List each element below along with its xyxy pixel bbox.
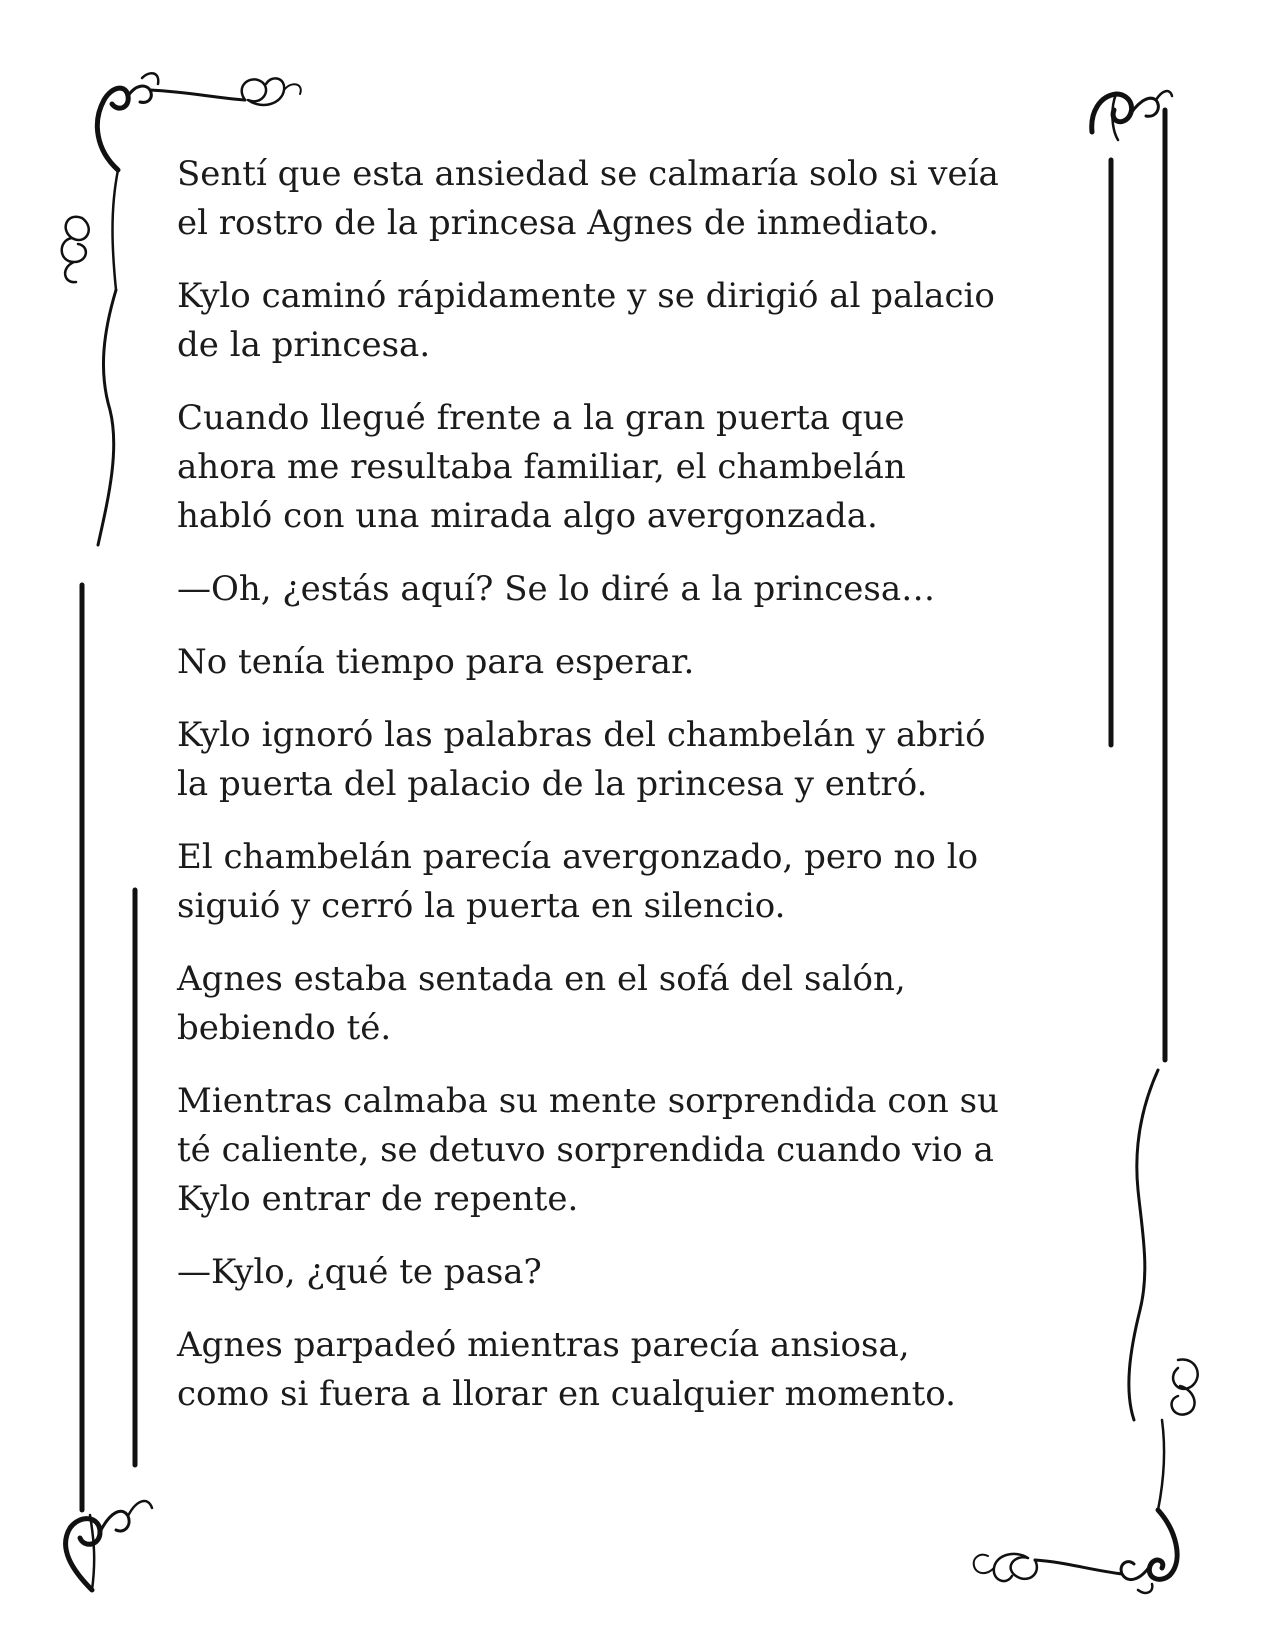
paragraph: —Oh, ¿estás aquí? Se lo diré a la princesa… bbox=[177, 569, 936, 609]
top-right-flourish-icon bbox=[1092, 91, 1172, 140]
paragraph: El chambelán parecía avergonzado, pero no lo siguió y cerró la puerta en silencio. bbox=[177, 837, 979, 926]
paragraph: Kylo ignoró las palabras del chambelán y abrió la puerta del palacio de la princesa y entró. bbox=[177, 715, 986, 804]
paragraph: Agnes parpadeó mientras parecía ansiosa, como si fuera a llorar en cualquier momento. bbox=[177, 1325, 956, 1414]
paragraph: Kylo caminó rápidamente y se dirigió al palacio de la princesa. bbox=[177, 276, 995, 365]
paragraph: Agnes estaba sentada en el sofá del salón, bebiendo té. bbox=[177, 959, 906, 1048]
story-text bbox=[177, 150, 1107, 1443]
paragraph: Mientras calmaba su mente sorprendida con su té caliente, se detuvo sorprendida cuando vio a Kylo entrar de repente. bbox=[177, 1081, 999, 1219]
paragraph: No tenía tiempo para esperar. bbox=[177, 642, 695, 682]
paragraph: —Kylo, ¿qué te pasa? bbox=[177, 1252, 542, 1292]
paragraph: Sentí que esta ansiedad se calmaría solo si veía el rostro de la princesa Agnes de inmediato. bbox=[177, 154, 999, 243]
bottom-left-flourish-icon bbox=[66, 1501, 152, 1590]
paragraph: Cuando llegué frente a la gran puerta que ahora me resultaba familiar, el chambelán habló con una mirada algo avergonzada. bbox=[177, 398, 906, 536]
